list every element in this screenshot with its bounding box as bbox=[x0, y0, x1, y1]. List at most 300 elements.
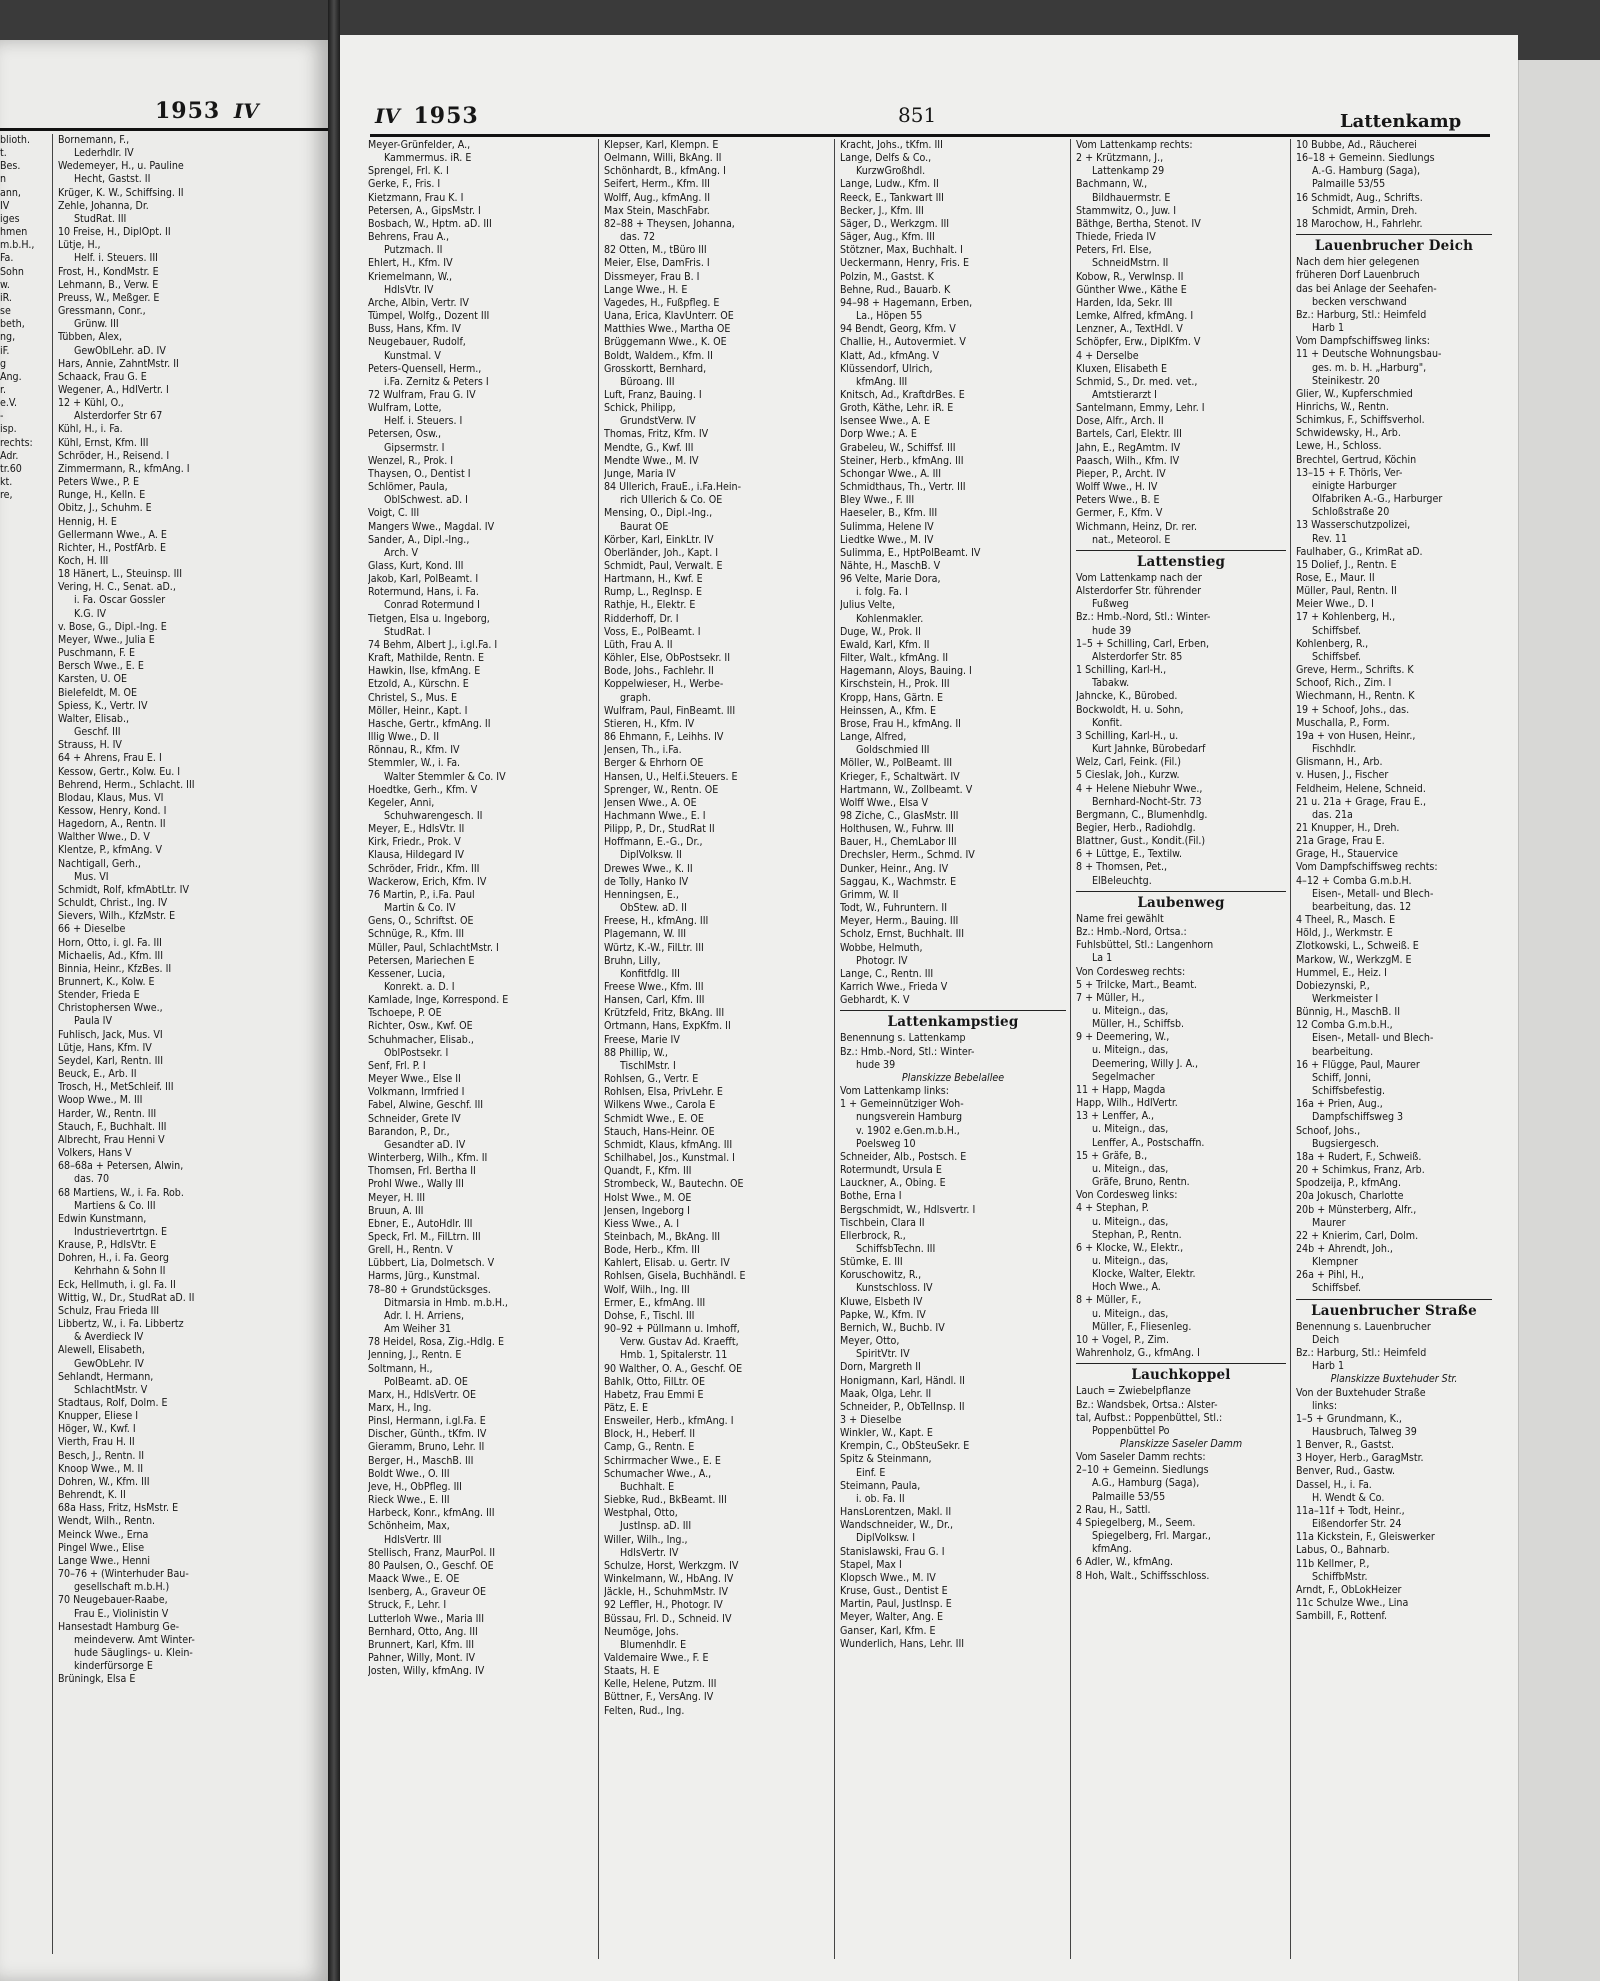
directory-entry: 82 Otten, M., tBüro III bbox=[604, 244, 707, 257]
directory-entry: 64 + Ahrens, Frau E. I bbox=[58, 752, 162, 765]
directory-entry: Berger, H., MaschB. III bbox=[368, 1454, 474, 1467]
directory-entry: 12 + Kühl, O., bbox=[58, 397, 124, 410]
directory-entry: g bbox=[0, 357, 7, 370]
directory-entry: Thomsen, Frl. Bertha II bbox=[368, 1165, 476, 1178]
directory-entry: Meyer, Otto, bbox=[840, 1335, 900, 1348]
directory-entry: Bz.: Harburg, Stl.: Heimfeld bbox=[1296, 1347, 1427, 1360]
directory-entry: Lange Wwe., H. E bbox=[604, 283, 688, 296]
directory-entry: 4 Theel, R., Masch. E bbox=[1296, 914, 1396, 927]
directory-entry: das. 21a bbox=[1312, 808, 1353, 821]
section-rule bbox=[1076, 550, 1286, 551]
directory-entry: se bbox=[0, 305, 11, 318]
directory-entry: Eisen-, Metall- und Blech- bbox=[1312, 887, 1434, 900]
directory-entry: HansLorentzen, Makl. II bbox=[840, 1506, 952, 1519]
directory-entry: Stieren, H., Kfm. IV bbox=[604, 717, 695, 730]
directory-entry: hude Säuglings- u. Klein- bbox=[74, 1646, 193, 1659]
directory-entry: 6 + Klocke, W., Elektr., bbox=[1076, 1241, 1184, 1254]
directory-entry: Dohren, W., Kfm. III bbox=[58, 1475, 150, 1488]
directory-entry: Schiffsbef. bbox=[1312, 1282, 1362, 1295]
directory-entry: Santelmann, Emmy, Lehr. I bbox=[1076, 402, 1205, 415]
directory-entry: Kegeler, Anni, bbox=[368, 796, 435, 809]
directory-entry: Schilhabel, Jos., Kunstmal. I bbox=[604, 1152, 735, 1165]
running-head-text: Lattenkamp bbox=[1340, 111, 1462, 132]
directory-entry: Edwin Kunstmann, bbox=[58, 1212, 147, 1225]
directory-entry: Körber, Karl, EinkLtr. IV bbox=[604, 533, 714, 546]
directory-entry: Etzold, A., Kürschn. E bbox=[368, 678, 469, 691]
directory-entry: Besch, J., Rentn. II bbox=[58, 1449, 145, 1462]
directory-entry: Richter, Osw., Kwf. OE bbox=[368, 1020, 473, 1033]
directory-entry: Helf. i. Steuers. I bbox=[384, 415, 463, 428]
directory-entry: Dassel, H., i. Fa. bbox=[1296, 1478, 1372, 1491]
directory-entry: 74 Behm, Albert J., i.gl.Fa. I bbox=[368, 638, 498, 651]
directory-entry: Kobow, R., VerwInsp. II bbox=[1076, 270, 1184, 283]
directory-entry: Bauer, H., ChemLabor III bbox=[840, 836, 957, 849]
directory-entry: Stauch, F., Buchhalt. III bbox=[58, 1120, 167, 1133]
directory-entry: Winterberg, Wilh., Kfm. II bbox=[368, 1152, 488, 1165]
directory-entry: Bugsiergesch. bbox=[1312, 1137, 1380, 1150]
directory-entry: 4 Spiegelberg, M., Seem. bbox=[1076, 1516, 1196, 1529]
directory-entry: Dissmeyer, Frau B. I bbox=[604, 270, 700, 283]
directory-entry: Isensee Wwe., A. E bbox=[840, 415, 930, 428]
directory-entry: Grimm, W. II bbox=[840, 888, 899, 901]
directory-entry: ann, bbox=[0, 186, 21, 199]
directory-entry: Ebner, E., AutoHdlr. III bbox=[368, 1217, 473, 1230]
directory-entry: 72 Wulfram, Frau G. IV bbox=[368, 388, 476, 401]
directory-entry: Lange, C., Rentn. III bbox=[840, 967, 934, 980]
directory-entry: Lehmann, B., Verw. E bbox=[58, 278, 159, 291]
directory-entry: Libbertz, W., i. Fa. Libbertz bbox=[58, 1318, 184, 1331]
directory-entry: Siebke, Rud., BkBeamt. III bbox=[604, 1494, 727, 1507]
directory-entry: Jenning, J., Rentn. E bbox=[368, 1349, 462, 1362]
directory-entry: K.G. IV bbox=[74, 607, 107, 620]
directory-entry: Wichmann, Heinz, Dr. rer. bbox=[1076, 520, 1198, 533]
section-rule bbox=[1076, 891, 1286, 892]
directory-entry: OblSchwest. aD. I bbox=[384, 494, 468, 507]
directory-entry: Kamlade, Inge, Korrespond. E bbox=[368, 994, 509, 1007]
directory-entry: Bz.: Harburg, Stl.: Heimfeld bbox=[1296, 308, 1427, 321]
directory-entry: Nähte, H., MaschB. V bbox=[840, 560, 941, 572]
directory-entry: OblPostsekr. I bbox=[384, 1046, 449, 1059]
directory-entry: Frost, H., KondMstr. E bbox=[58, 265, 159, 278]
directory-entry: Glass, Kurt, Kond. III bbox=[368, 560, 464, 572]
directory-entry: 90 Walther, O. A., Geschf. OE bbox=[604, 1362, 743, 1375]
directory-entry: Wolf, Wilh., Ing. III bbox=[604, 1283, 690, 1296]
directory-entry: kfmAng. III bbox=[856, 375, 908, 388]
directory-entry: TischlMstr. I bbox=[620, 1059, 676, 1072]
directory-entry: Bley Wwe., F. III bbox=[840, 494, 915, 507]
directory-entry: u. Miteign., das, bbox=[1092, 1307, 1169, 1320]
directory-entry: Begier, Herb., Radiohdlg. bbox=[1076, 821, 1196, 834]
directory-entry: Preuss, W., Meßger. E bbox=[58, 291, 160, 304]
directory-entry: Pätz, E. E bbox=[604, 1402, 648, 1414]
directory-entry: 21a Grage, Frau E. bbox=[1296, 835, 1385, 848]
directory-entry: 3 Schilling, Karl-H., u. bbox=[1076, 729, 1179, 742]
directory-entry: v. Bose, G., Dipl.-Ing. E bbox=[58, 620, 167, 633]
directory-entry: Maak, Olga, Lehr. II bbox=[840, 1387, 932, 1400]
directory-entry: Freese Wwe., Kfm. III bbox=[604, 981, 704, 993]
directory-entry: Thaysen, O., Dentist I bbox=[368, 467, 471, 480]
directory-entry: 18a + Rudert, F., Schweiß. bbox=[1296, 1150, 1422, 1163]
directory-entry: 84 Ullerich, FrauE., i.Fa.Hein- bbox=[604, 481, 742, 494]
directory-entry: Zehle, Johanna, Dr. bbox=[58, 199, 149, 212]
directory-entry: Kunstschloss. IV bbox=[856, 1282, 933, 1295]
directory-entry: Fischhdlr. bbox=[1312, 743, 1357, 756]
directory-entry: & Averdieck IV bbox=[74, 1331, 144, 1344]
directory-entry: Liedtke Wwe., M. IV bbox=[840, 533, 934, 546]
directory-entry: Blodau, Klaus, Mus. VI bbox=[58, 791, 164, 804]
directory-entry: Bernich, W., Buchb. IV bbox=[840, 1321, 945, 1334]
directory-entry: Arche, Albin, Vertr. IV bbox=[368, 296, 469, 309]
directory-entry: Grabeleu, W., Schiffsf. III bbox=[840, 441, 956, 454]
directory-entry: ng, bbox=[0, 331, 16, 344]
directory-entry: Schuhmacher, Elisab., bbox=[368, 1033, 474, 1046]
directory-entry: Sprengel, Frl. K. I bbox=[368, 165, 449, 178]
directory-entry: H. Wendt & Co. bbox=[1312, 1491, 1385, 1504]
directory-entry: Rump, L., RegInsp. E bbox=[604, 586, 702, 599]
directory-entry: Lübbert, Lia, Dolmetsch. V bbox=[368, 1257, 495, 1270]
directory-entry: u. Miteign., das, bbox=[1092, 1162, 1169, 1175]
directory-entry: Benennung s. Lattenkamp bbox=[840, 1032, 966, 1045]
directory-entry: 16a + Prien, Aug., bbox=[1296, 1098, 1383, 1111]
directory-entry: Hoffmann, E.-G., Dr., bbox=[604, 836, 703, 849]
directory-entry: Frau E., Violinistin V bbox=[74, 1607, 169, 1620]
directory-entry: SchiffsbTechn. III bbox=[856, 1242, 936, 1255]
directory-entry: Hecht, Gastst. II bbox=[74, 173, 151, 186]
directory-entry: Büroang. III bbox=[620, 375, 675, 388]
directory-entry: Krempin, C., ObSteuSekr. E bbox=[840, 1440, 970, 1453]
directory-entry: 12 Comba G.m.b.H., bbox=[1296, 1019, 1393, 1032]
directory-entry: Rohlsen, G., Vertr. E bbox=[604, 1073, 699, 1086]
directory-entry: 3 + Dieselbe bbox=[840, 1414, 902, 1426]
directory-entry: Dampfschiffsweg 3 bbox=[1312, 1111, 1404, 1124]
directory-entry: Peters Wwe., P. E bbox=[58, 476, 140, 489]
directory-entry: Bockwoldt, H. u. Sohn, bbox=[1076, 703, 1184, 716]
directory-entry: Bosbach, W., Hptm. aD. III bbox=[368, 217, 492, 230]
plan-sketch-note: Planskizze Saseler Damm bbox=[1119, 1438, 1243, 1450]
directory-entry: GewObLehr. IV bbox=[74, 1357, 144, 1370]
directory-entry: Schoof, Johs., bbox=[1296, 1124, 1361, 1137]
directory-entry: Hinrichs, W., Rentn. bbox=[1296, 400, 1389, 413]
directory-entry: Struck, F., Lehr. I bbox=[368, 1599, 447, 1612]
directory-entry: Jensen, Ingeborg I bbox=[604, 1204, 690, 1217]
directory-entry: Lütje, Hans, Kfm. IV bbox=[58, 1041, 152, 1054]
directory-entry: Dohse, F., Tischl. III bbox=[604, 1309, 695, 1322]
directory-entry: Blumenhdlr. E bbox=[620, 1638, 687, 1651]
directory-entry: Haeseler, B., Kfm. III bbox=[840, 507, 938, 520]
directory-entry: Bergmann, C., Blumenhdlg. bbox=[1076, 808, 1208, 821]
directory-entry: ObStew. aD. II bbox=[620, 902, 687, 915]
directory-entry: Maack Wwe., E. OE bbox=[368, 1573, 460, 1586]
directory-entry: Stemmler, W., i. Fa. bbox=[368, 757, 461, 770]
column-divider-2 bbox=[834, 139, 835, 1959]
directory-entry: Luft, Franz, Bauing. I bbox=[604, 388, 702, 401]
directory-entry: Strauss, H. IV bbox=[58, 739, 122, 752]
directory-entry: La 1 bbox=[1092, 952, 1113, 965]
directory-entry: Germer, F., Kfm. V bbox=[1076, 507, 1163, 520]
directory-entry: kinderfürsorge E bbox=[74, 1660, 153, 1673]
directory-entry: Stender, Frieda E bbox=[58, 989, 140, 1002]
plan-sketch-note: Planskizze Buxtehuder Str. bbox=[1330, 1373, 1458, 1386]
directory-entry: beth, bbox=[0, 318, 25, 331]
directory-entry: Brunnert, Karl, Kfm. III bbox=[368, 1638, 475, 1651]
directory-entry: ges. m. b. H. „Harburg", bbox=[1312, 361, 1427, 374]
directory-entry: Tschoepe, P. OE bbox=[368, 1007, 442, 1020]
directory-entry: Lütje, H., bbox=[58, 239, 101, 252]
directory-entry: 88 Phillip, W., bbox=[604, 1046, 668, 1059]
directory-entry: Lange Wwe., Henni bbox=[58, 1554, 151, 1567]
directory-entry: Glier, W., Kupferschmied bbox=[1296, 387, 1413, 400]
directory-entry: Knitsch, Ad., KraftdrBes. E bbox=[840, 388, 965, 401]
directory-entry: 1 + Gemeinnütziger Woh- bbox=[840, 1098, 964, 1111]
directory-entry: Arndt, F., ObLokHeizer bbox=[1296, 1583, 1402, 1596]
directory-entry: Wendt, Wilh., Rentn. bbox=[58, 1515, 156, 1528]
directory-entry: 4 + Stephan, P. bbox=[1076, 1202, 1149, 1215]
directory-entry: Woop Wwe., M. III bbox=[58, 1094, 143, 1107]
directory-entry: Brüggemann Wwe., K. OE bbox=[604, 336, 727, 349]
directory-entry: SchiffbMstr. bbox=[1312, 1570, 1368, 1583]
directory-entry: Stapel, Max I bbox=[840, 1558, 902, 1571]
directory-entry: Mendte, G., Kwf. III bbox=[604, 441, 694, 454]
directory-entry: Ang. bbox=[0, 370, 22, 383]
directory-entry: r. bbox=[0, 383, 6, 396]
running-head bbox=[1340, 111, 1461, 132]
directory-entry: kfmAng. bbox=[1092, 1543, 1132, 1556]
directory-entry: 13–15 + F. Thörls, Ver- bbox=[1296, 466, 1403, 479]
directory-entry: 68a Hass, Fritz, HsMstr. E bbox=[58, 1502, 179, 1515]
directory-entry: Max Stein, MaschFabr. bbox=[604, 204, 710, 217]
directory-entry: links: bbox=[1312, 1399, 1338, 1412]
left-page-year: 1953 bbox=[155, 98, 221, 124]
directory-entry: Ueckermann, Henry, Fris. E bbox=[840, 257, 970, 270]
street-heading: Lattenstieg bbox=[1136, 553, 1226, 570]
directory-entry: Ensweiler, Herb., kfmAng. I bbox=[604, 1415, 734, 1428]
directory-entry: Hausbruch, Talweg 39 bbox=[1312, 1426, 1417, 1438]
directory-entry: 24b + Ahrendt, Joh., bbox=[1296, 1242, 1393, 1255]
directory-entry: Müller, F., Fliesenleg. bbox=[1092, 1320, 1192, 1333]
street-heading: Lattenkampstieg bbox=[887, 1014, 1019, 1031]
directory-entry: 17 + Kohlenberg, H., bbox=[1296, 611, 1396, 624]
directory-entry: 11c Schulze Wwe., Lina bbox=[1296, 1597, 1409, 1610]
directory-entry: Gräfe, Bruno, Rentn. bbox=[1092, 1176, 1190, 1189]
directory-entry: 78 Heidel, Rosa, Zig.-Hdlg. E bbox=[368, 1336, 504, 1349]
directory-entry: HdlsVertr. III bbox=[384, 1533, 442, 1546]
directory-entry: Steinikestr. 20 bbox=[1312, 374, 1380, 387]
right-header-rule bbox=[370, 134, 1490, 137]
directory-entry: Boldt, Waldem., Kfm. II bbox=[604, 349, 713, 362]
directory-entry: Krause, P., HdlsVtr. E bbox=[58, 1239, 157, 1252]
directory-entry: Putzmach. II bbox=[384, 244, 443, 257]
directory-entry: Meier Wwe., D. I bbox=[1296, 598, 1374, 611]
directory-entry: Grosskortt, Bernhard, bbox=[604, 362, 707, 375]
right-page-header-left bbox=[375, 103, 479, 129]
directory-entry: Happ, Wilh., HdlVertr. bbox=[1076, 1097, 1178, 1110]
directory-entry: Voigt, C. III bbox=[368, 507, 420, 520]
directory-entry: 11b Kellmer, P., bbox=[1296, 1557, 1370, 1570]
directory-entry: Karrich Wwe., Frieda V bbox=[840, 981, 948, 993]
directory-entry: Koruschowitz, R., bbox=[840, 1269, 922, 1282]
directory-entry: Lauckner, A., Obing. E bbox=[840, 1177, 946, 1190]
directory-entry: Bz.: Wandsbek, Ortsa.: Alster- bbox=[1076, 1398, 1218, 1411]
directory-entry: Kessener, Lucia, bbox=[368, 967, 446, 980]
directory-entry: bearbeitung, das. 12 bbox=[1312, 900, 1412, 913]
directory-entry: Schirrmacher Wwe., E. E bbox=[604, 1454, 721, 1467]
directory-entry: Meyer Wwe., Else II bbox=[368, 1073, 461, 1086]
directory-entry: Horn, Otto, i. gl. Fa. III bbox=[58, 936, 162, 949]
directory-entry: Schnüge, R., Kfm. III bbox=[368, 928, 465, 941]
directory-entry: Wobbe, Helmuth, bbox=[840, 941, 923, 954]
directory-entry: m.b.H., bbox=[0, 239, 35, 252]
directory-column-1 bbox=[368, 139, 594, 1678]
right-page-year: 1953 bbox=[413, 103, 479, 129]
directory-entry: Büssau, Frl. D., Schneid. IV bbox=[604, 1612, 732, 1625]
directory-entry: Koch, H. III bbox=[58, 555, 109, 567]
directory-entry: Sievers, Wilh., KfzMstr. E bbox=[58, 910, 176, 923]
directory-entry: u. Miteign., das, bbox=[1092, 1005, 1169, 1017]
directory-entry: tr.60 bbox=[0, 462, 22, 475]
section-rule bbox=[1076, 1363, 1286, 1364]
directory-entry: Bz.: Hmb.-Nord, Ortsa.: bbox=[1076, 926, 1187, 939]
directory-entry: Pahner, Willy, Mont. IV bbox=[368, 1651, 476, 1664]
directory-entry: Werkmeister I bbox=[1312, 993, 1379, 1005]
directory-entry: Kohlenberg, R., bbox=[1296, 637, 1369, 650]
directory-entry: 92 Leffler, H., Photogr. IV bbox=[604, 1599, 723, 1612]
directory-entry: Plagemann, W. III bbox=[604, 928, 687, 941]
directory-entry: Behrendt, K. II bbox=[58, 1489, 126, 1502]
directory-entry: Klepser, Karl, Klempn. E bbox=[604, 139, 719, 151]
directory-entry: StudRat. III bbox=[74, 212, 127, 225]
directory-entry: Todt, W., Fuhruntern. II bbox=[840, 902, 948, 915]
directory-entry: Bernhard-Nocht-Str. 73 bbox=[1092, 795, 1202, 808]
left-edge-fragments bbox=[0, 134, 50, 502]
directory-entry: Bünnig, H., MaschB. II bbox=[1296, 1006, 1400, 1019]
right-page-roman: IV bbox=[375, 104, 400, 128]
directory-entry: Rieck Wwe., E. III bbox=[368, 1494, 450, 1507]
directory-entry: Feldheim, Helene, Schneid. bbox=[1296, 782, 1426, 795]
directory-entry: Schongar Wwe., A. III bbox=[840, 467, 942, 480]
directory-entry: Neumöge, Johs. bbox=[604, 1625, 679, 1638]
directory-entry: 70–76 + (Winterhuder Bau- bbox=[58, 1568, 189, 1581]
directory-entry: Vering, H. C., Senat. aD., bbox=[58, 581, 176, 594]
directory-entry: Kruse, Gust., Dentist E bbox=[840, 1585, 948, 1598]
directory-entry: Mensing, O., Dipl.-Ing., bbox=[604, 507, 713, 520]
directory-entry: Von Cordesweg rechts: bbox=[1076, 965, 1186, 978]
directory-entry: früheren Dorf Lauenbruch bbox=[1296, 269, 1420, 282]
directory-entry: Klentze, P., kfmAng. V bbox=[58, 844, 162, 857]
directory-entry: Photogr. IV bbox=[856, 954, 908, 967]
directory-entry: Pieper, P., Archt. IV bbox=[1076, 467, 1166, 480]
directory-entry: Müller, Paul, Rentn. II bbox=[1296, 585, 1397, 598]
directory-entry: Schmidt, Armin, Dreh. bbox=[1312, 204, 1418, 217]
directory-entry: Walter Stemmler & Co. IV bbox=[384, 770, 506, 783]
directory-entry: Benennung s. Lauenbrucher bbox=[1296, 1320, 1431, 1333]
directory-entry: Rönnau, R., Kfm. IV bbox=[368, 744, 460, 757]
directory-entry: Gebhardt, K. V bbox=[840, 994, 910, 1007]
directory-entry: Pinsl, Hermann, i.gl.Fa. E bbox=[368, 1415, 486, 1428]
directory-entry: Von Cordesweg links: bbox=[1076, 1189, 1178, 1202]
directory-entry: Fuhlsbüttel, Stl.: Langenhorn bbox=[1076, 939, 1214, 952]
directory-entry: u. Miteign., das, bbox=[1092, 1123, 1169, 1136]
directory-entry: Gressmann, Conr., bbox=[58, 305, 146, 318]
directory-entry: Labus, O., Bahnarb. bbox=[1296, 1544, 1390, 1557]
directory-entry: Meyer, Herm., Bauing. III bbox=[840, 915, 959, 928]
directory-entry: Greve, Herm., Schrifts. K bbox=[1296, 664, 1414, 677]
directory-entry: Matthies Wwe., Martha OE bbox=[604, 323, 731, 336]
directory-entry: Sohn bbox=[0, 265, 24, 278]
directory-entry: bearbeitung. bbox=[1312, 1045, 1374, 1058]
directory-entry: 66 + Dieselbe bbox=[58, 923, 126, 936]
directory-entry: 6 Adler, W., kfmAng. bbox=[1076, 1556, 1174, 1569]
directory-entry: becken verschwand bbox=[1312, 295, 1407, 308]
directory-entry: Vom Lattenkamp nach der bbox=[1076, 572, 1202, 584]
directory-entry: Blattner, Gust., Kondit.(Fil.) bbox=[1076, 835, 1206, 848]
directory-entry: Schuldt, Christ., Ing. IV bbox=[58, 897, 168, 910]
directory-entry: Wackerow, Erich, Kfm. IV bbox=[368, 875, 487, 888]
directory-entry: Verw. Gustav Ad. Kraefft, bbox=[620, 1336, 739, 1349]
directory-entry: Fa. bbox=[0, 252, 14, 265]
directory-entry: Hagedorn, A., Rentn. II bbox=[58, 818, 166, 831]
directory-entry: Thiede, Frieda IV bbox=[1076, 231, 1156, 244]
directory-entry: Bode, Johs., Fachlehr. II bbox=[604, 665, 714, 678]
directory-entry: Marx, H., HdlsVertr. OE bbox=[368, 1388, 477, 1401]
directory-entry: Discher, Günth., tKfm. IV bbox=[368, 1428, 487, 1441]
directory-entry: Geschf. III bbox=[74, 726, 121, 739]
directory-entry: Seydel, Karl, Rentn. III bbox=[58, 1054, 164, 1067]
directory-entry: Hmb. 1, Spitalerstr. 11 bbox=[620, 1349, 728, 1362]
directory-entry: A.G., Hamburg (Saga), bbox=[1092, 1477, 1200, 1490]
directory-entry: 7 + Müller, H., bbox=[1076, 991, 1145, 1004]
directory-entry: HdlsVtr. IV bbox=[384, 283, 434, 296]
directory-entry: Scholz, Ernst, Buchhalt. III bbox=[840, 928, 965, 941]
directory-entry: 2–10 + Gemeinn. Siedlungs bbox=[1076, 1464, 1209, 1477]
directory-entry: Valdemaire Wwe., F. E bbox=[604, 1651, 709, 1664]
directory-entry: Tümpel, Wolfg., Dozent III bbox=[368, 310, 490, 323]
directory-entry: Josten, Willy, kfmAng. IV bbox=[368, 1665, 485, 1678]
directory-entry: i. ob. Fa. II bbox=[856, 1492, 905, 1505]
directory-entry: Vom Lattenkamp links: bbox=[840, 1085, 949, 1098]
directory-entry: DiplVolksw. II bbox=[620, 849, 682, 862]
directory-entry: Harder, W., Rentn. III bbox=[58, 1107, 157, 1120]
directory-entry: Voss, E., PolBeamt. I bbox=[604, 625, 701, 638]
directory-entry: Meier, Else, DamFris. I bbox=[604, 257, 710, 270]
directory-entry: Ermer, E., kfmAng. III bbox=[604, 1296, 706, 1309]
directory-entry: Habetz, Frau Emmi E bbox=[604, 1388, 704, 1401]
directory-entry: Neugebauer, Rudolf, bbox=[368, 336, 466, 349]
directory-entry: Schlömer, Paula, bbox=[368, 481, 448, 494]
directory-entry: Barandon, P., Dr., bbox=[368, 1125, 450, 1138]
directory-entry: Dorp Wwe.; A. E bbox=[840, 428, 917, 441]
directory-entry: Winkler, W., Kapt. E bbox=[840, 1427, 933, 1440]
directory-entry: Brunnert, K., Kolw. E bbox=[58, 976, 155, 988]
directory-entry: Schröder, Fridr., Kfm. III bbox=[368, 862, 480, 875]
directory-entry: Michaelis, Ad., Kfm. III bbox=[58, 949, 164, 962]
directory-entry: 5 + Trilcke, Mart., Beamt. bbox=[1076, 978, 1197, 991]
directory-entry: Karsten, U. OE bbox=[58, 673, 128, 686]
section-rule bbox=[840, 1010, 1066, 1011]
directory-entry: Maurer bbox=[1312, 1216, 1346, 1229]
directory-entry: Reeck, E., Tankwart III bbox=[840, 191, 944, 204]
directory-entry: Bornemann, F., bbox=[58, 134, 130, 146]
directory-entry: iges bbox=[0, 212, 20, 225]
directory-entry: 11a Kickstein, F., Gleiswerker bbox=[1296, 1531, 1435, 1544]
directory-entry: 11 + Happ, Magda bbox=[1076, 1083, 1166, 1096]
directory-entry: Lattenkamp 29 bbox=[1092, 165, 1165, 178]
directory-entry: La., Höpen 55 bbox=[856, 310, 923, 323]
directory-entry: 21 u. 21a + Grage, Frau E., bbox=[1296, 795, 1426, 808]
directory-entry: Freese, Marie IV bbox=[604, 1033, 680, 1046]
left-page-header bbox=[155, 98, 259, 124]
directory-entry: Bruhn, Lilly, bbox=[604, 954, 661, 967]
directory-entry: Buchhalt. E bbox=[620, 1480, 675, 1493]
